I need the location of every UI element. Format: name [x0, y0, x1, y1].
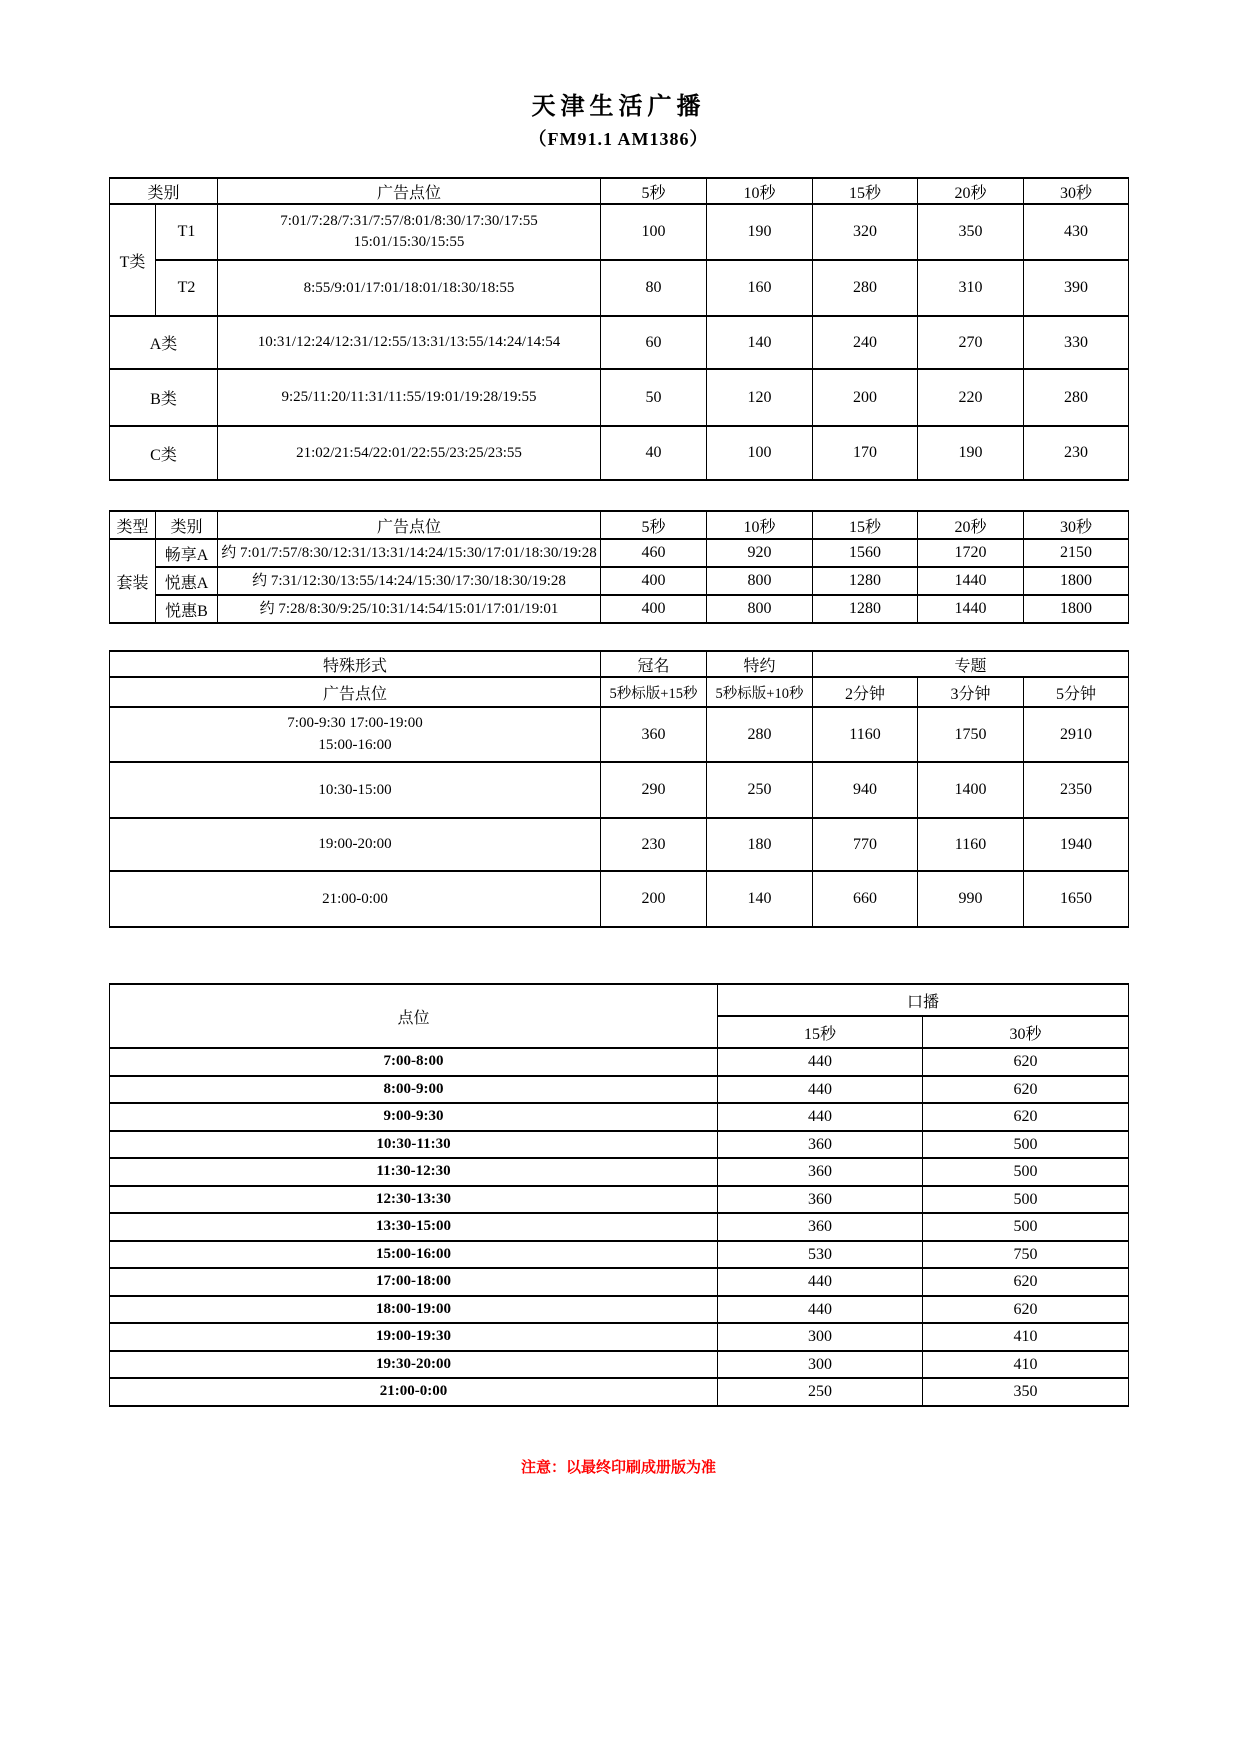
header-slot: 点位 [110, 984, 718, 1048]
header-5min: 5分钟 [1024, 677, 1129, 707]
price-cell: 140 [707, 871, 813, 927]
price-cell: 230 [1024, 426, 1129, 480]
price-cell: 290 [601, 762, 707, 818]
header-15s: 15秒 [813, 511, 918, 539]
table-row [110, 1076, 1129, 1104]
header-5s-plus-10s: 5秒标版+10秒 [707, 677, 813, 707]
timeslot-cell: 11:30-12:30 [110, 1158, 718, 1186]
price-cell: 50 [601, 369, 707, 426]
price-cell: 620 [923, 1076, 1129, 1104]
slots-cell: 21:02/21:54/22:01/22:55/23:25/23:55 [218, 426, 601, 480]
table-row [110, 1296, 1129, 1324]
slots-cell: 21:00-0:00 [110, 871, 601, 927]
table-row [110, 871, 1129, 927]
price-cell: 180 [707, 818, 813, 871]
price-cell: 1440 [918, 595, 1024, 623]
price-cell: 2910 [1024, 707, 1129, 762]
header-10s: 10秒 [707, 511, 813, 539]
price-cell: 990 [918, 871, 1024, 927]
price-cell: 410 [923, 1351, 1129, 1379]
price-cell: 1400 [918, 762, 1024, 818]
price-cell: 330 [1024, 316, 1129, 369]
slots-cell [110, 707, 601, 762]
price-cell: 360 [718, 1186, 923, 1214]
table-row [110, 1103, 1129, 1131]
price-cell: 460 [601, 539, 707, 567]
table-row-changxiang-a [110, 539, 1129, 567]
table-row-yuehui-b [110, 595, 1129, 623]
price-cell: 360 [718, 1158, 923, 1186]
price-cell: 1440 [918, 567, 1024, 595]
header-2min: 2分钟 [813, 677, 918, 707]
price-cell: 440 [718, 1048, 923, 1076]
price-cell: 1800 [1024, 595, 1129, 623]
price-cell: 200 [813, 369, 918, 426]
price-cell: 40 [601, 426, 707, 480]
price-cell: 440 [718, 1076, 923, 1104]
table-row [110, 1186, 1129, 1214]
price-cell: 400 [601, 567, 707, 595]
price-cell: 120 [707, 369, 813, 426]
price-cell: 250 [718, 1378, 923, 1406]
category-cell: T1 [156, 204, 218, 260]
table-row-c [110, 426, 1129, 480]
slots-cell [218, 204, 601, 260]
price-cell: 200 [601, 871, 707, 927]
header-30s: 30秒 [1024, 178, 1129, 204]
header-30s: 30秒 [1024, 511, 1129, 539]
price-cell: 350 [918, 204, 1024, 260]
price-cell: 2150 [1024, 539, 1129, 567]
header-koubo: 口播 [718, 984, 1129, 1016]
price-cell: 620 [923, 1048, 1129, 1076]
price-cell: 170 [813, 426, 918, 480]
price-cell: 400 [601, 595, 707, 623]
price-cell: 390 [1024, 260, 1129, 316]
header-20s: 20秒 [918, 178, 1024, 204]
rate-table-package [109, 510, 1129, 624]
table-row-yuehui-a [110, 567, 1129, 595]
price-cell: 500 [923, 1131, 1129, 1159]
table-row [110, 1323, 1129, 1351]
header-5s: 5秒 [601, 511, 707, 539]
table-row [110, 707, 1129, 762]
page-subtitle: （FM91.1 AM1386） [528, 129, 709, 150]
price-cell: 620 [923, 1268, 1129, 1296]
price-cell: 800 [707, 567, 813, 595]
price-cell: 620 [923, 1103, 1129, 1131]
table-header-row [110, 651, 1129, 677]
category-cell: C类 [110, 426, 218, 480]
timeslot-cell: 15:00-16:00 [110, 1241, 718, 1269]
price-cell: 280 [1024, 369, 1129, 426]
price-cell: 300 [718, 1323, 923, 1351]
price-cell: 530 [718, 1241, 923, 1269]
timeslot-cell: 19:00-19:30 [110, 1323, 718, 1351]
header-5s: 5秒 [601, 178, 707, 204]
slots-cell: 8:55/9:01/17:01/18:01/18:30/18:55 [218, 260, 601, 316]
slots-cell: 19:00-20:00 [110, 818, 601, 871]
print-version-note: 注意：以最终印刷成册版为准 [520, 1458, 716, 1476]
price-cell: 1720 [918, 539, 1024, 567]
price-cell: 100 [707, 426, 813, 480]
timeslot-cell: 12:30-13:30 [110, 1186, 718, 1214]
price-cell: 2350 [1024, 762, 1129, 818]
price-cell: 280 [707, 707, 813, 762]
price-cell: 190 [707, 204, 813, 260]
price-cell: 800 [707, 595, 813, 623]
table-row [110, 1213, 1129, 1241]
t-group-cell: T类 [110, 204, 156, 316]
price-cell: 270 [918, 316, 1024, 369]
price-cell: 220 [918, 369, 1024, 426]
timeslot-cell: 19:30-20:00 [110, 1351, 718, 1379]
timeslot-cell: 7:00-8:00 [110, 1048, 718, 1076]
category-cell: 悦惠A [156, 567, 218, 595]
price-cell: 80 [601, 260, 707, 316]
slots-line-2: 15:01/15:30/15:55 [353, 234, 465, 251]
price-cell: 280 [813, 260, 918, 316]
table-header-row [110, 178, 1129, 204]
rate-table-koubo [109, 983, 1129, 1407]
slots-line-2: 15:00-16:00 [318, 736, 392, 753]
table-row [110, 1048, 1129, 1076]
slots-cell: 9:25/11:20/11:31/11:55/19:01/19:28/19:55 [218, 369, 601, 426]
package-group-cell: 套装 [110, 539, 156, 623]
price-cell: 320 [813, 204, 918, 260]
table-header-row [110, 511, 1129, 539]
slots-cell: 约 7:31/12:30/13:55/14:24/15:30/17:30/18:30/19:28 [218, 567, 601, 595]
price-cell: 1750 [918, 707, 1024, 762]
price-cell: 300 [718, 1351, 923, 1379]
price-cell: 440 [718, 1296, 923, 1324]
price-cell: 500 [923, 1186, 1129, 1214]
price-cell: 350 [923, 1378, 1129, 1406]
price-cell: 360 [718, 1213, 923, 1241]
price-cell: 620 [923, 1296, 1129, 1324]
slots-line-1: 7:01/7:28/7:31/7:57/8:01/8:30/17:30/17:55 [280, 212, 538, 229]
price-cell: 240 [813, 316, 918, 369]
price-cell: 410 [923, 1323, 1129, 1351]
price-cell: 1160 [813, 707, 918, 762]
header-5s-plus-15s: 5秒标版+15秒 [601, 677, 707, 707]
header-20s: 20秒 [918, 511, 1024, 539]
price-cell: 160 [707, 260, 813, 316]
price-cell: 500 [923, 1213, 1129, 1241]
header-special-format: 特殊形式 [110, 651, 601, 677]
timeslot-cell: 21:00-0:00 [110, 1378, 718, 1406]
price-cell: 1800 [1024, 567, 1129, 595]
rate-table-primary [109, 177, 1129, 481]
category-cell: A类 [110, 316, 218, 369]
table-header-row [110, 984, 1129, 1016]
price-cell: 230 [601, 818, 707, 871]
price-cell: 500 [923, 1158, 1129, 1186]
table-row [110, 1378, 1129, 1406]
table-row [110, 1131, 1129, 1159]
price-cell: 60 [601, 316, 707, 369]
price-cell: 310 [918, 260, 1024, 316]
timeslot-cell: 9:00-9:30 [110, 1103, 718, 1131]
timeslot-cell: 18:00-19:00 [110, 1296, 718, 1324]
table-row [110, 1268, 1129, 1296]
timeslot-cell: 10:30-11:30 [110, 1131, 718, 1159]
header-special-invite: 特约 [707, 651, 813, 677]
price-cell: 190 [918, 426, 1024, 480]
price-cell: 440 [718, 1103, 923, 1131]
header-title-sponsor: 冠名 [601, 651, 707, 677]
table-row [110, 762, 1129, 818]
header-10s: 10秒 [707, 178, 813, 204]
header-feature: 专题 [813, 651, 1129, 677]
header-3min: 3分钟 [918, 677, 1024, 707]
price-cell: 1940 [1024, 818, 1129, 871]
header-slots: 广告点位 [218, 178, 601, 204]
slots-cell: 10:31/12:24/12:31/12:55/13:31/13:55/14:24/14:54 [218, 316, 601, 369]
price-cell: 100 [601, 204, 707, 260]
header-slots: 广告点位 [218, 511, 601, 539]
table-row-a [110, 316, 1129, 369]
header-category: 类别 [110, 178, 218, 204]
category-cell: 悦惠B [156, 595, 218, 623]
table-row-b [110, 369, 1129, 426]
header-15s: 15秒 [718, 1016, 923, 1048]
table-row-t1 [110, 204, 1129, 260]
page-title: 天津生活广播 [531, 94, 706, 120]
price-cell: 440 [718, 1268, 923, 1296]
slots-cell: 约 7:01/7:57/8:30/12:31/13:31/14:24/15:30/17:01/18:30/19:28 [218, 539, 601, 567]
header-slots: 广告点位 [110, 677, 601, 707]
table-row [110, 818, 1129, 871]
header-15s: 15秒 [813, 178, 918, 204]
price-cell: 430 [1024, 204, 1129, 260]
price-cell: 920 [707, 539, 813, 567]
slots-cell: 10:30-15:00 [110, 762, 601, 818]
price-cell: 1560 [813, 539, 918, 567]
timeslot-cell: 17:00-18:00 [110, 1268, 718, 1296]
price-cell: 360 [601, 707, 707, 762]
rate-table-special [109, 650, 1129, 928]
price-cell: 1650 [1024, 871, 1129, 927]
table-row [110, 1158, 1129, 1186]
header-30s: 30秒 [923, 1016, 1129, 1048]
price-cell: 940 [813, 762, 918, 818]
table-row [110, 1241, 1129, 1269]
header-type: 类型 [110, 511, 156, 539]
price-cell: 750 [923, 1241, 1129, 1269]
price-cell: 770 [813, 818, 918, 871]
price-cell: 660 [813, 871, 918, 927]
table-row [110, 1351, 1129, 1379]
slots-cell: 约 7:28/8:30/9:25/10:31/14:54/15:01/17:01/19:01 [218, 595, 601, 623]
category-cell: B类 [110, 369, 218, 426]
price-cell: 1160 [918, 818, 1024, 871]
price-cell: 1280 [813, 567, 918, 595]
table-subheader-row [110, 677, 1129, 707]
slots-line-1: 7:00-9:30 17:00-19:00 [287, 715, 423, 732]
price-cell: 1280 [813, 595, 918, 623]
price-cell: 140 [707, 316, 813, 369]
category-cell: T2 [156, 260, 218, 316]
price-cell: 360 [718, 1131, 923, 1159]
category-cell: 畅享A [156, 539, 218, 567]
timeslot-cell: 13:30-15:00 [110, 1213, 718, 1241]
price-cell: 250 [707, 762, 813, 818]
timeslot-cell: 8:00-9:00 [110, 1076, 718, 1104]
header-category: 类别 [156, 511, 218, 539]
table-row-t2 [110, 260, 1129, 316]
